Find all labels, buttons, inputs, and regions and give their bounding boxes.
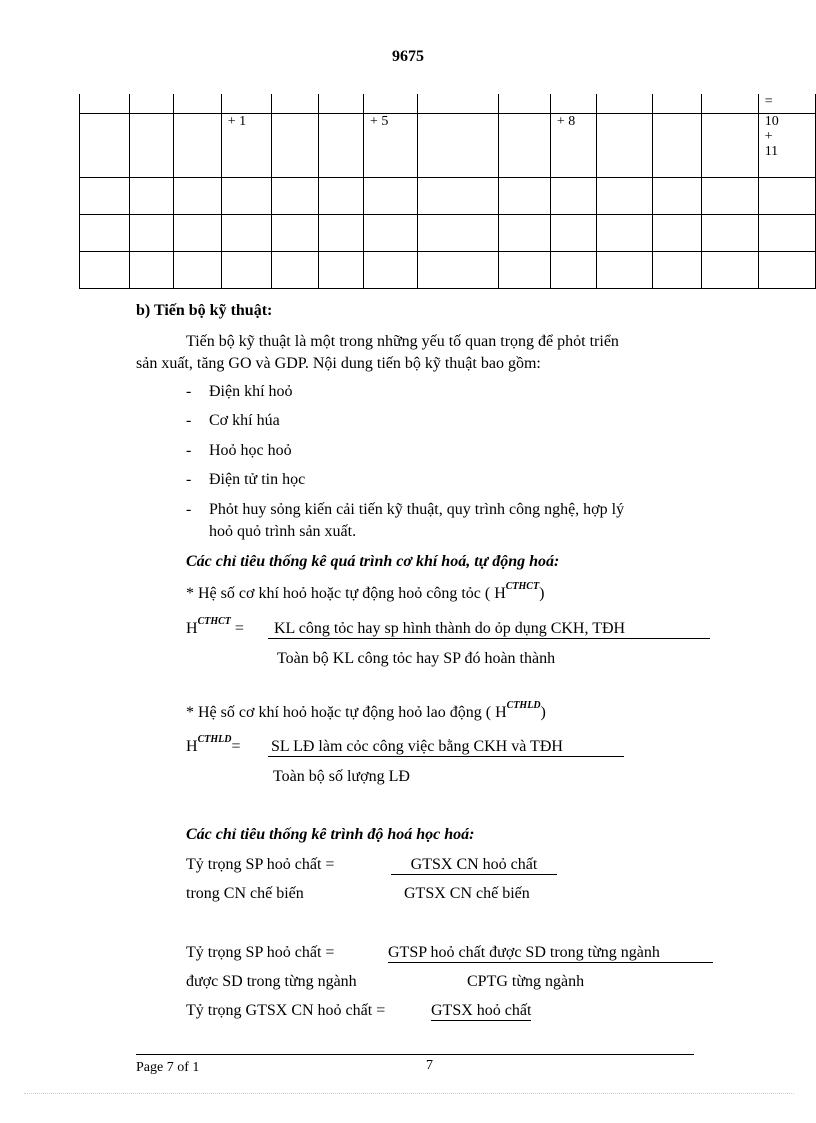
bullet-5-line-2: hoỏ quỏ trình sản xuất. bbox=[209, 523, 357, 540]
indicators-title-1: Các chỉ tiêu thống kê quá trình cơ khí hoá, tự động hoá: bbox=[186, 553, 560, 570]
bullet-item: Hoỏ học hoỏ bbox=[209, 442, 292, 459]
table-cell bbox=[550, 177, 596, 214]
bullet-item: Cơ khí húa bbox=[209, 412, 280, 429]
table-row bbox=[80, 251, 816, 288]
table-cell bbox=[364, 214, 418, 251]
table-cell bbox=[364, 251, 418, 288]
table-cell bbox=[418, 251, 499, 288]
table-cell bbox=[221, 177, 271, 214]
formula-1-denominator: Toàn bộ KL công tỏc hay SP đó hoàn thành bbox=[277, 650, 556, 667]
table-cell bbox=[596, 177, 652, 214]
table-cell bbox=[272, 214, 319, 251]
table-cell bbox=[129, 177, 173, 214]
formula-1-numerator: KL công tỏc hay sp hình thành do ỏp dụng CKH, TĐH bbox=[268, 620, 710, 639]
table-cell bbox=[758, 214, 815, 251]
table-cell bbox=[652, 214, 701, 251]
table-row bbox=[80, 113, 816, 177]
bullet-mark: - bbox=[186, 501, 192, 518]
table-cell bbox=[499, 94, 551, 113]
table-cell bbox=[364, 94, 418, 113]
table-cell bbox=[652, 251, 701, 288]
table-cell bbox=[418, 177, 499, 214]
intro-line-2: sản xuất, tăng GO và GDP. Nội dung tiến bộ kỹ thuật bao gồm: bbox=[136, 355, 541, 372]
ratio-3-label: Tỷ trọng GTSX CN hoỏ chất = bbox=[186, 1002, 386, 1019]
coefficient-2-label: * Hệ số cơ khí hoỏ hoặc tự động hoỏ lao động ( $H^{CTHLD}$) bbox=[186, 700, 546, 721]
table-row bbox=[80, 94, 816, 113]
table-cell bbox=[318, 251, 363, 288]
table-cell bbox=[550, 94, 596, 113]
bullet-5-line-1: Phỏt huy sỏng kiến cải tiến kỹ thuật, quy trình công nghệ, hợp lý bbox=[209, 501, 625, 518]
table-cell bbox=[221, 214, 271, 251]
table-cell: 10 + 11 bbox=[758, 113, 815, 177]
table-cell bbox=[129, 113, 173, 177]
table-cell bbox=[221, 94, 271, 113]
ratio-1-label-line-2: trong CN chế biến bbox=[186, 885, 304, 902]
table-cell bbox=[499, 251, 551, 288]
table-cell bbox=[318, 94, 363, 113]
table-cell: + 5 bbox=[364, 113, 418, 177]
table-cell bbox=[318, 214, 363, 251]
table-cell bbox=[129, 94, 173, 113]
table-cell bbox=[318, 113, 363, 177]
bullet-mark: - bbox=[186, 442, 192, 459]
table-cell bbox=[80, 214, 130, 251]
table-cell bbox=[418, 214, 499, 251]
ratio-1-numerator: GTSX CN hoỏ chất bbox=[391, 856, 557, 875]
formula-2-lhs: $H^{CTHLD}=$ bbox=[186, 734, 241, 755]
table-cell bbox=[173, 177, 221, 214]
table-cell bbox=[701, 214, 758, 251]
table-cell bbox=[550, 251, 596, 288]
bullet-mark: - bbox=[186, 471, 192, 488]
table-cell bbox=[550, 214, 596, 251]
indicators-title-2: Các chỉ tiêu thống kê trình độ hoá học hoá: bbox=[186, 826, 475, 843]
table-cell bbox=[272, 94, 319, 113]
table-cell bbox=[701, 251, 758, 288]
table-cell bbox=[652, 177, 701, 214]
table-cell bbox=[173, 94, 221, 113]
table-cell bbox=[272, 251, 319, 288]
table-cell bbox=[652, 94, 701, 113]
bullet-item: Điện khí hoỏ bbox=[209, 383, 293, 400]
table-cell bbox=[418, 113, 499, 177]
coefficient-1-label: * Hệ số cơ khí hoỏ hoặc tự động hoỏ công tỏc ( $H^{CTHCT}$) bbox=[186, 581, 545, 602]
table-row bbox=[80, 177, 816, 214]
ratio-1-label-line-1: Tỷ trọng SP hoỏ chất = bbox=[186, 856, 335, 873]
bullet-mark: - bbox=[186, 383, 192, 400]
table-cell bbox=[173, 214, 221, 251]
table-cell bbox=[596, 251, 652, 288]
document-number: 9675 bbox=[392, 48, 424, 65]
ratio-2-label-line-1: Tỷ trọng SP hoỏ chất = bbox=[186, 944, 335, 961]
table-cell bbox=[173, 113, 221, 177]
page-boundary-dotted-line bbox=[24, 1093, 794, 1094]
footer-rule bbox=[136, 1054, 694, 1055]
formula-2-numerator: SL LĐ làm cỏc công việc bằng CKH và TĐH bbox=[268, 738, 624, 757]
table-cell bbox=[129, 214, 173, 251]
footer-page-number: 7 bbox=[426, 1058, 433, 1073]
data-table bbox=[79, 94, 816, 289]
table-cell bbox=[596, 214, 652, 251]
table-cell bbox=[596, 113, 652, 177]
bullet-mark: - bbox=[186, 412, 192, 429]
table-row bbox=[80, 214, 816, 251]
table-cell bbox=[652, 113, 701, 177]
ratio-2-numerator: GTSP hoỏ chất được SD trong từng ngành bbox=[388, 944, 713, 963]
table-cell bbox=[80, 251, 130, 288]
table-cell bbox=[173, 251, 221, 288]
table-cell bbox=[499, 177, 551, 214]
table-cell bbox=[80, 113, 130, 177]
section-b-heading: b) Tiến bộ kỹ thuật: bbox=[136, 302, 273, 319]
table-cell bbox=[221, 251, 271, 288]
table-cell bbox=[80, 94, 130, 113]
table-cell bbox=[499, 113, 551, 177]
table-cell: + 8 bbox=[550, 113, 596, 177]
ratio-2-label-line-2: được SD trong từng ngành bbox=[186, 973, 357, 990]
table-cell bbox=[701, 113, 758, 177]
table-cell bbox=[129, 251, 173, 288]
table-cell bbox=[418, 94, 499, 113]
ratio-2-denominator: CPTG từng ngành bbox=[467, 973, 585, 990]
table-cell bbox=[499, 214, 551, 251]
formula-1-lhs: $H^{CTHCT}$ = bbox=[186, 616, 244, 637]
ratio-3-numerator: GTSX hoỏ chất bbox=[431, 1002, 532, 1019]
table-cell bbox=[272, 177, 319, 214]
bullet-item: Điện tử tin học bbox=[209, 471, 306, 488]
formula-2-denominator: Toàn bộ số lượng LĐ bbox=[273, 768, 410, 785]
footer-page-label: Page 7 of 1 bbox=[136, 1060, 200, 1075]
table-cell bbox=[272, 113, 319, 177]
table-cell bbox=[701, 177, 758, 214]
table-cell: = bbox=[758, 94, 815, 113]
ratio-1-denominator: GTSX CN chế biến bbox=[404, 885, 530, 902]
table-cell bbox=[318, 177, 363, 214]
table-cell bbox=[758, 251, 815, 288]
table-cell: + 1 bbox=[221, 113, 271, 177]
table-cell bbox=[758, 177, 815, 214]
table-cell bbox=[364, 177, 418, 214]
table-cell bbox=[596, 94, 652, 113]
table-cell bbox=[701, 94, 758, 113]
intro-line-1: Tiến bộ kỹ thuật là một trong những yếu tố quan trọng để phỏt triển bbox=[186, 333, 619, 350]
table-cell bbox=[80, 177, 130, 214]
